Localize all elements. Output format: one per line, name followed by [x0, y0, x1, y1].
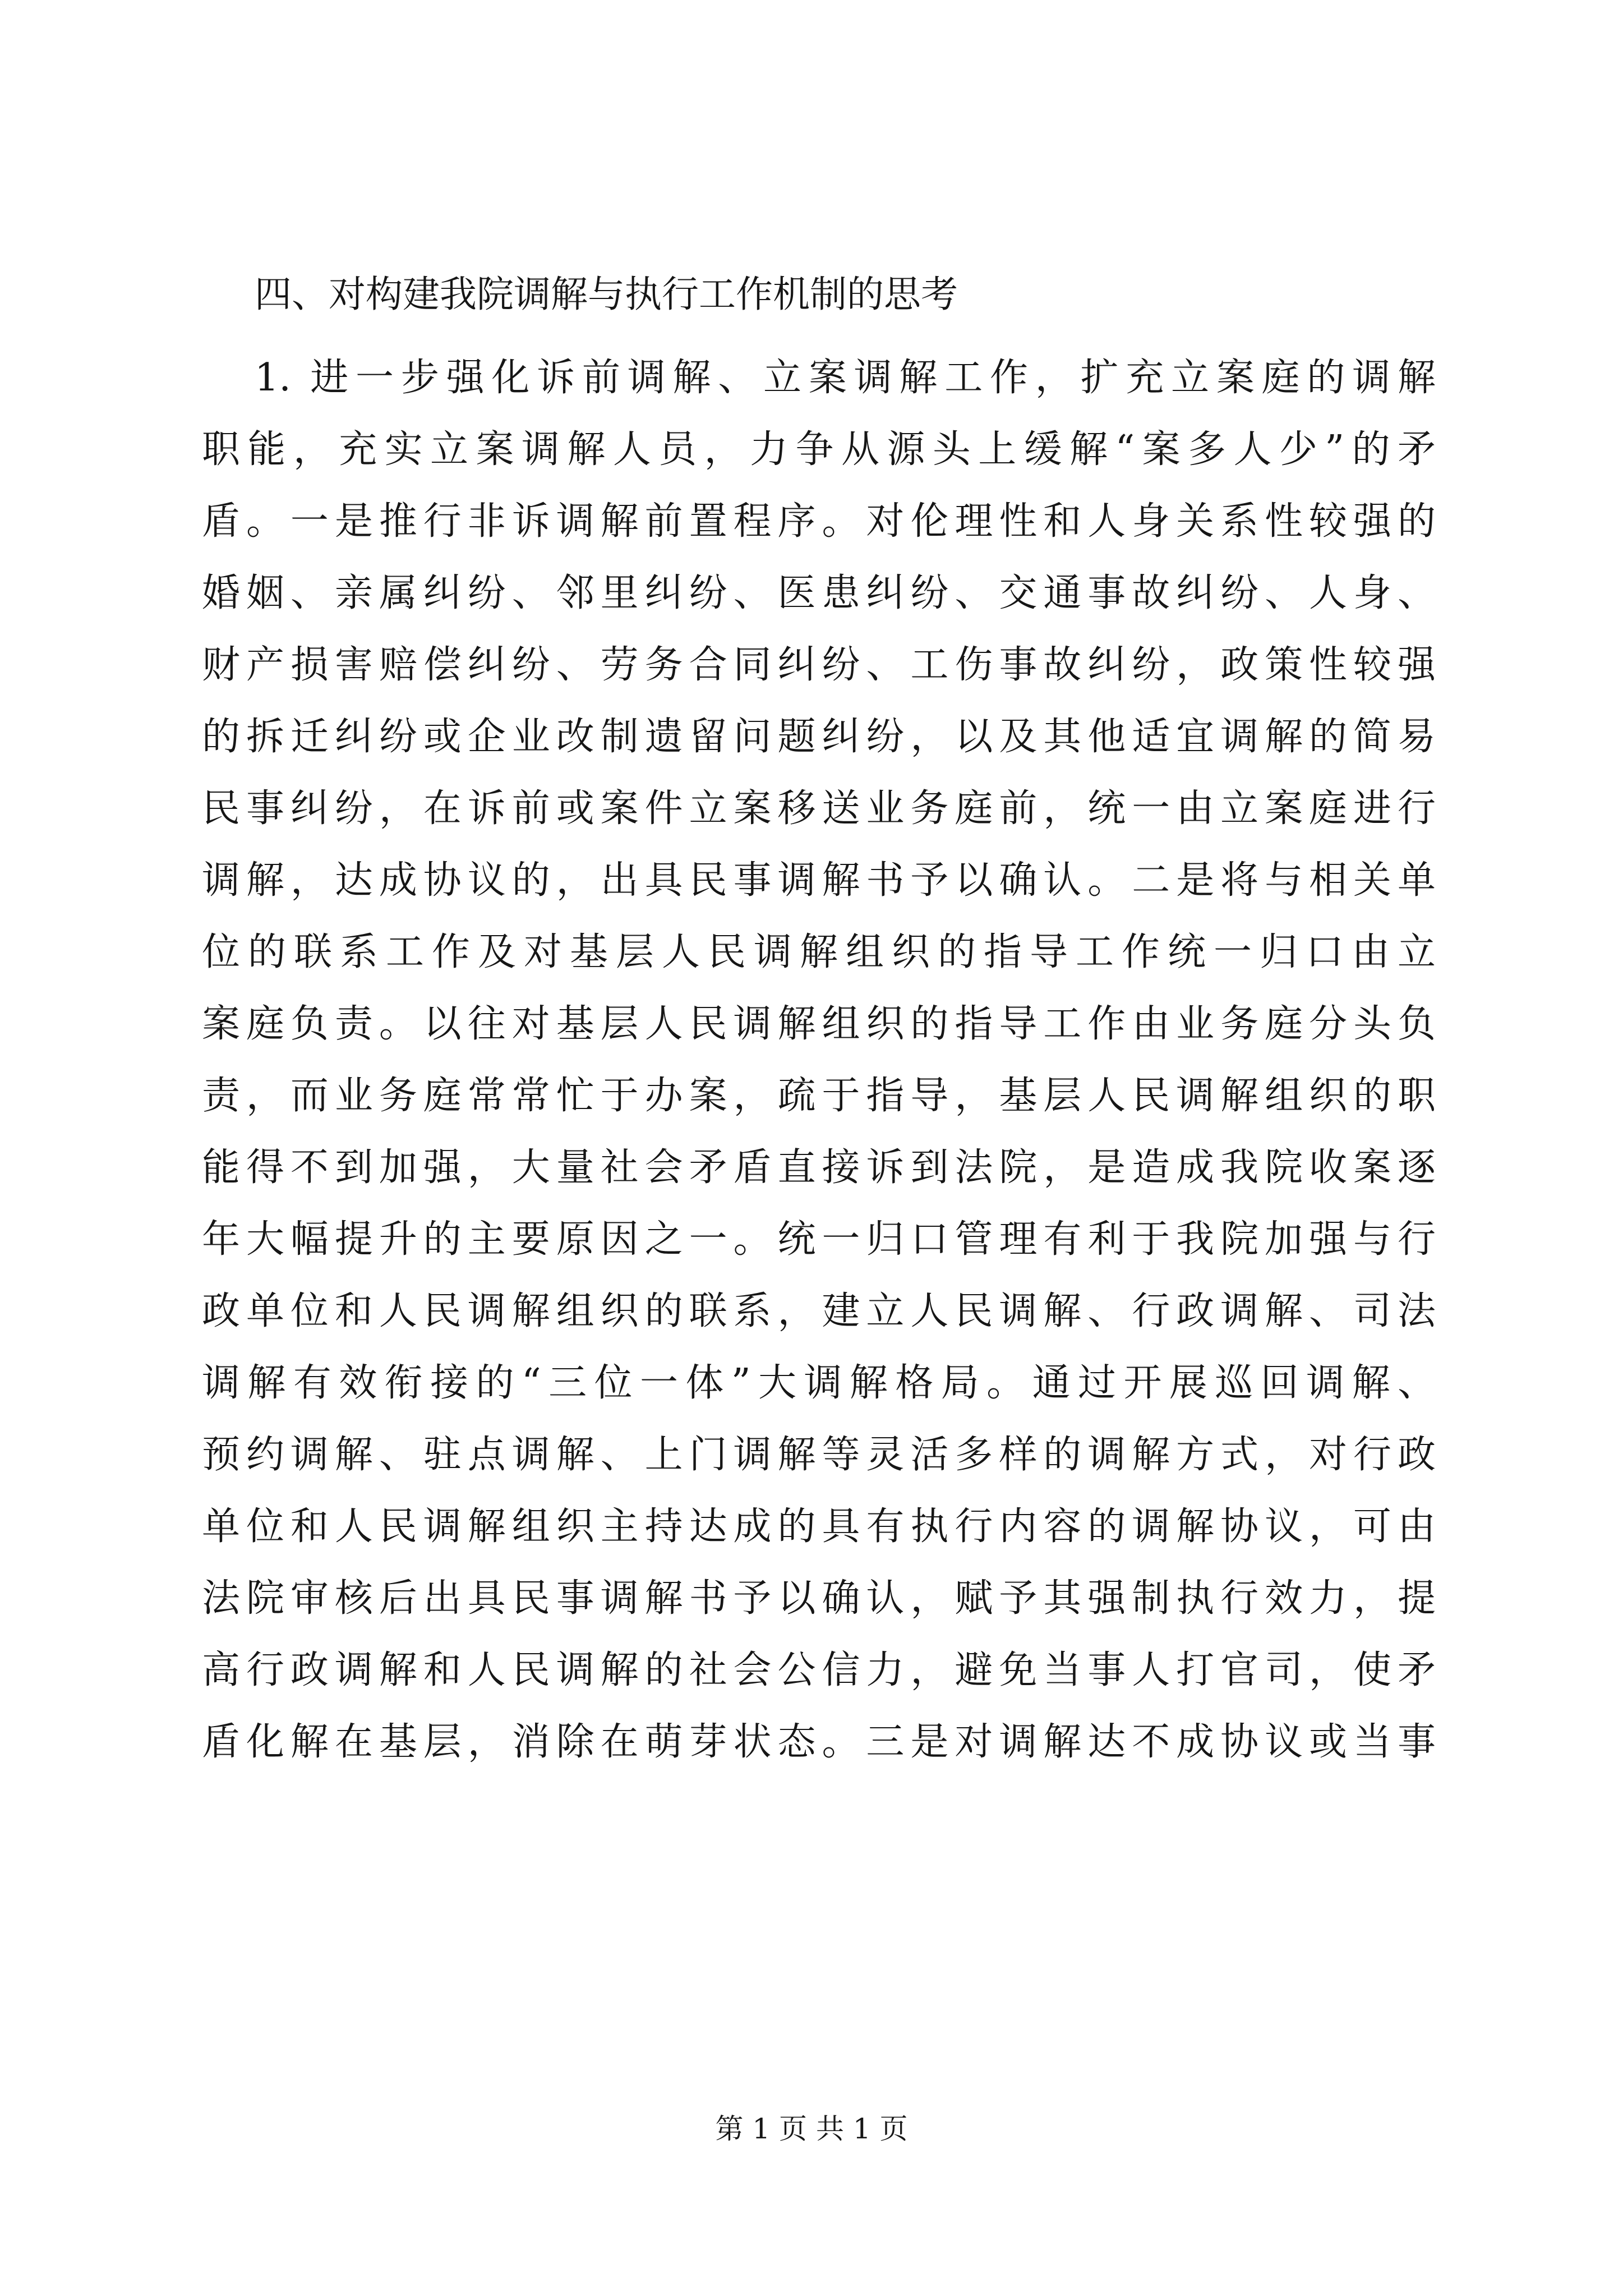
text-line: 民事纠纷，在诉前或案件立案移送业务庭前，统一由立案庭进行 [202, 786, 1436, 831]
text-line: 调解有效衔接的“三位一体”大调解格局。通过开展巡回调解、 [202, 1361, 1436, 1405]
text-line: 年大幅提升的主要原因之一。统一归口管理有利于我院加强与行 [202, 1217, 1436, 1262]
text-line: 位的联系工作及对基层人民调解组织的指导工作统一归口由立 [202, 930, 1436, 974]
text-line: 调解，达成协议的，出具民事调解书予以确认。二是将与相关单 [202, 858, 1436, 903]
text-line: 预约调解、驻点调解、上门调解等灵活多样的调解方式，对行政 [202, 1433, 1436, 1477]
text-line: 政单位和人民调解组织的联系，建立人民调解、行政调解、司法 [202, 1289, 1436, 1333]
text-line: 案庭负责。以往对基层人民调解组织的指导工作由业务庭分头负 [202, 1002, 1436, 1046]
text-line: 婚姻、亲属纠纷、邻里纠纷、医患纠纷、交通事故纠纷、人身、 [202, 571, 1436, 615]
page-footer: 第 1 页 共 1 页 [715, 2113, 908, 2145]
section-heading: 四、对构建我院调解与执行工作机制的思考 [255, 273, 958, 316]
text-line: 单位和人民调解组织主持达成的具有执行内容的调解协议，可由 [202, 1504, 1436, 1549]
text-line: 高行政调解和人民调解的社会公信力，避免当事人打官司，使矛 [202, 1648, 1436, 1692]
text-line: 法院审核后出具民事调解书予以确认，赋予其强制执行效力，提 [202, 1576, 1436, 1621]
text-line: 能得不到加强，大量社会矛盾直接诉到法院，是造成我院收案逐 [202, 1145, 1436, 1190]
text-line: 盾化解在基层，消除在萌芽状态。三是对调解达不成协议或当事 [202, 1720, 1436, 1764]
text-line: 责，而业务庭常常忙于办案，疏于指导，基层人民调解组织的职 [202, 1074, 1436, 1118]
body-paragraph [202, 342, 1436, 1778]
text-line: 财产损害赔偿纠纷、劳务合同纠纷、工伤事故纠纷，政策性较强 [202, 643, 1436, 687]
text-line: 职能，充实立案调解人员，力争从源头上缓解“案多人少”的矛 [202, 427, 1436, 472]
text-line: 盾。一是推行非诉调解前置程序。对伦理性和人身关系性较强的 [202, 499, 1436, 544]
text-line: 的拆迁纠纷或企业改制遗留问题纠纷，以及其他适宜调解的简易 [202, 715, 1436, 759]
text-line: 1. 进一步强化诉前调解、立案调解工作，扩充立案庭的调解 [255, 356, 1436, 400]
